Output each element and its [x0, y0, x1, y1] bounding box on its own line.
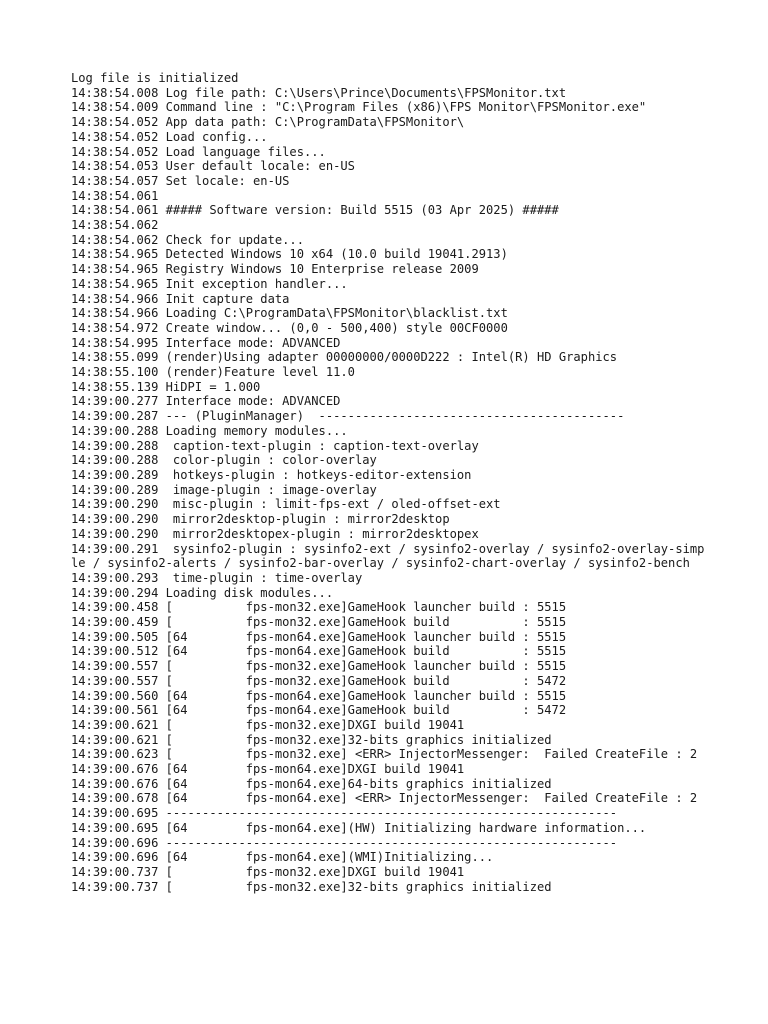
log-line: 14:39:00.695 --------------------------------------------------------------	[71, 806, 618, 821]
log-line: Log file is initialized	[71, 71, 239, 85]
log-line: 14:38:54.965 Detected Windows 10 x64 (10.0 build 19041.2913)	[71, 247, 508, 262]
log-line: 14:39:00.290 misc-plugin : limit-fps-ext / oled-offset-ext	[71, 497, 501, 512]
log-line: 14:39:00.291 sysinfo2-plugin : sysinfo2-ext / sysinfo2-overlay / sysinfo2-overlay-simple / sysinfo2-alerts / sysinfo2-bar-overlay / sysinfo2-chart-overlay / sysinfo2-bench	[71, 541, 705, 571]
log-line: 14:38:54.062	[71, 218, 159, 233]
log-line: 14:39:00.676 [64 fps-mon64.exe]64-bits graphics initialized	[71, 776, 552, 791]
log-line: 14:38:54.966 Loading C:\ProgramData\FPSMonitor\blacklist.txt	[71, 306, 508, 321]
log-line: 14:39:00.737 [ fps-mon32.exe]32-bits graphics initialized	[71, 879, 552, 894]
log-line: 14:38:55.100 (render)Feature level 11.0	[71, 365, 355, 380]
log-line: 14:38:55.099 (render)Using adapter 00000000/0000D222 : Intel(R) HD Graphics	[71, 350, 618, 365]
log-line: 14:38:54.061 ##### Software version: Build 5515 (03 Apr 2025) #####	[71, 203, 559, 218]
log-line: 14:38:54.053 User default locale: en-US	[71, 159, 355, 174]
log-line: 14:39:00.277 Interface mode: ADVANCED	[71, 394, 341, 409]
log-line: 14:38:54.061	[71, 188, 159, 203]
log-text	[71, 71, 711, 894]
log-line: 14:39:00.737 [ fps-mon32.exe]DXGI build 19041	[71, 864, 465, 879]
log-line: 14:39:00.561 [64 fps-mon64.exe]GameHook build : 5472	[71, 703, 567, 718]
log-line: 14:39:00.505 [64 fps-mon64.exe]GameHook launcher build : 5515	[71, 629, 567, 644]
log-line: 14:39:00.676 [64 fps-mon64.exe]DXGI build 19041	[71, 762, 465, 777]
log-line: 14:39:00.678 [64 fps-mon64.exe] <ERR> InjectorMessenger: Failed CreateFile : 2	[71, 791, 698, 806]
log-line: 14:39:00.621 [ fps-mon32.exe]32-bits graphics initialized	[71, 732, 552, 747]
log-line: 14:39:00.623 [ fps-mon32.exe] <ERR> InjectorMessenger: Failed CreateFile : 2	[71, 747, 698, 762]
log-line: 14:39:00.288 color-plugin : color-overlay	[71, 453, 377, 468]
log-line: 14:38:54.965 Registry Windows 10 Enterprise release 2009	[71, 262, 479, 277]
log-line: 14:39:00.621 [ fps-mon32.exe]DXGI build 19041	[71, 717, 465, 732]
log-line: 14:38:54.965 Init exception handler...	[71, 276, 348, 291]
log-line: 14:39:00.289 hotkeys-plugin : hotkeys-editor-extension	[71, 467, 472, 482]
log-line: 14:39:00.293 time-plugin : time-overlay	[71, 570, 363, 585]
log-line: 14:39:00.557 [ fps-mon32.exe]GameHook build : 5472	[71, 673, 567, 688]
log-document	[71, 71, 711, 894]
log-line: 14:39:00.557 [ fps-mon32.exe]GameHook launcher build : 5515	[71, 659, 567, 674]
log-line: 14:38:54.062 Check for update...	[71, 232, 304, 247]
log-line: 14:38:54.972 Create window... (0,0 - 500,400) style 00CF0000	[71, 320, 508, 335]
log-line: 14:39:00.512 [64 fps-mon64.exe]GameHook build : 5515	[71, 644, 567, 659]
log-line: 14:39:00.290 mirror2desktop-plugin : mirror2desktop	[71, 512, 450, 527]
log-line: 14:38:54.009 Command line : "C:\Program Files (x86)\FPS Monitor\FPSMonitor.exe"	[71, 100, 647, 115]
log-line: 14:38:54.057 Set locale: en-US	[71, 173, 290, 188]
log-line: 14:39:00.287 --- (PluginManager) ------------------------------------------	[71, 409, 625, 424]
log-line: 14:39:00.288 Loading memory modules...	[71, 423, 348, 438]
log-line: 14:38:54.995 Interface mode: ADVANCED	[71, 335, 341, 350]
log-line: 14:38:54.008 Log file path: C:\Users\Prince\Documents\FPSMonitor.txt	[71, 85, 567, 100]
log-line: 14:39:00.696 --------------------------------------------------------------	[71, 835, 618, 850]
log-line: 14:39:00.459 [ fps-mon32.exe]GameHook build : 5515	[71, 615, 567, 630]
log-line: 14:39:00.458 [ fps-mon32.exe]GameHook launcher build : 5515	[71, 600, 567, 615]
log-line: 14:39:00.290 mirror2desktopex-plugin : mirror2desktopex	[71, 526, 479, 541]
log-line: 14:39:00.288 caption-text-plugin : caption-text-overlay	[71, 438, 479, 453]
log-line: 14:39:00.696 [64 fps-mon64.exe](WMI)Initializing...	[71, 850, 494, 865]
log-line: 14:38:54.052 App data path: C:\ProgramData\FPSMonitor\	[71, 115, 465, 130]
log-line: 14:39:00.289 image-plugin : image-overlay	[71, 482, 377, 497]
log-line: 14:39:00.294 Loading disk modules...	[71, 585, 334, 600]
log-line: 14:38:54.052 Load language files...	[71, 144, 326, 159]
log-line: 14:39:00.695 [64 fps-mon64.exe](HW) Initializing hardware information...	[71, 820, 647, 835]
log-line: 14:39:00.560 [64 fps-mon64.exe]GameHook launcher build : 5515	[71, 688, 567, 703]
log-line: 14:38:55.139 HiDPI = 1.000	[71, 379, 261, 394]
log-line: 14:38:54.052 Load config...	[71, 129, 268, 144]
log-line: 14:38:54.966 Init capture data	[71, 291, 290, 306]
